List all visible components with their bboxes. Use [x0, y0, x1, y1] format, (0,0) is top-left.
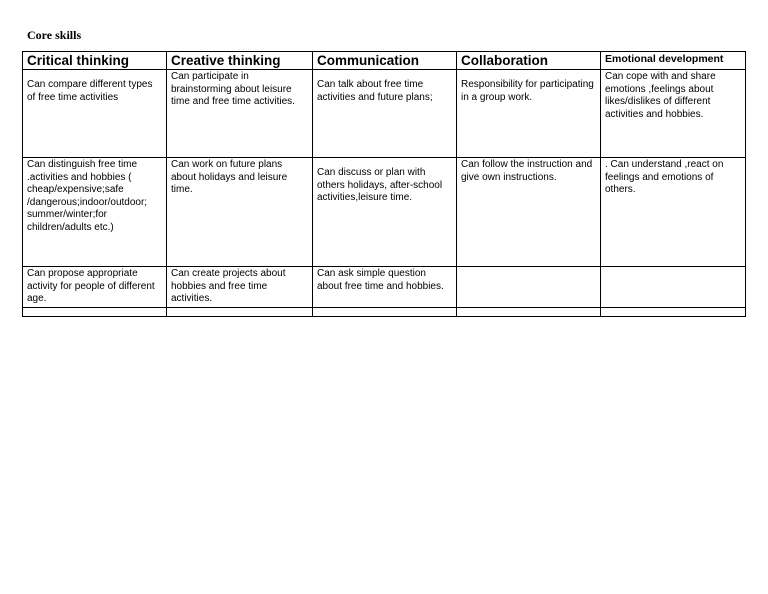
- table-cell: [601, 307, 746, 316]
- table-cell: Can ask simple question about free time and hobbies.: [313, 267, 457, 308]
- table-cell: [23, 307, 167, 316]
- table-cell: Can propose appropriate activity for people of different age.: [23, 267, 167, 308]
- table-cell: Can distinguish free time .activities and hobbies ( cheap/expensive;safe /dangerous;indoor/outdoor; summer/winter;for children/adults etc.): [23, 158, 167, 267]
- table-cell: [313, 307, 457, 316]
- table-cell: [457, 267, 601, 308]
- table-cell: Can discuss or plan with others holidays, after-school activities,leisure time.: [313, 158, 457, 267]
- table-cell: [167, 307, 313, 316]
- table-header-row: [23, 52, 746, 70]
- header-creative-thinking: Creative thinking: [167, 52, 313, 70]
- header-critical-thinking: Critical thinking: [23, 52, 167, 70]
- table-cell: Can talk about free time activities and future plans;: [313, 70, 457, 158]
- table-row: [23, 70, 746, 158]
- table-cell: Can work on future plans about holidays and leisure time.: [167, 158, 313, 267]
- table-cell: Can cope with and share emotions ,feelings about likes/dislikes of different activities and hobbies.: [601, 70, 746, 158]
- table-row: [23, 267, 746, 308]
- header-collaboration: Collaboration: [457, 52, 601, 70]
- table-cell: Can follow the instruction and give own instructions.: [457, 158, 601, 267]
- document-title: Core skills: [27, 28, 82, 42]
- header-communication: Communication: [313, 52, 457, 70]
- header-emotional-development: Emotional development: [601, 52, 746, 70]
- table-row: [23, 158, 746, 267]
- table-cell: Can create projects about hobbies and free time activities.: [167, 267, 313, 308]
- table-cell: Responsibility for participating in a group work.: [457, 70, 601, 158]
- table-cell: [601, 267, 746, 308]
- table-cell: . Can understand ,react on feelings and emotions of others.: [601, 158, 746, 267]
- table-cell: Can compare different types of free time activities: [23, 70, 167, 158]
- table-cell: Can participate in brainstorming about leisure time and free time activities.: [167, 70, 313, 158]
- table-row: [23, 307, 746, 316]
- core-skills-table: [22, 51, 746, 317]
- table-cell: [457, 307, 601, 316]
